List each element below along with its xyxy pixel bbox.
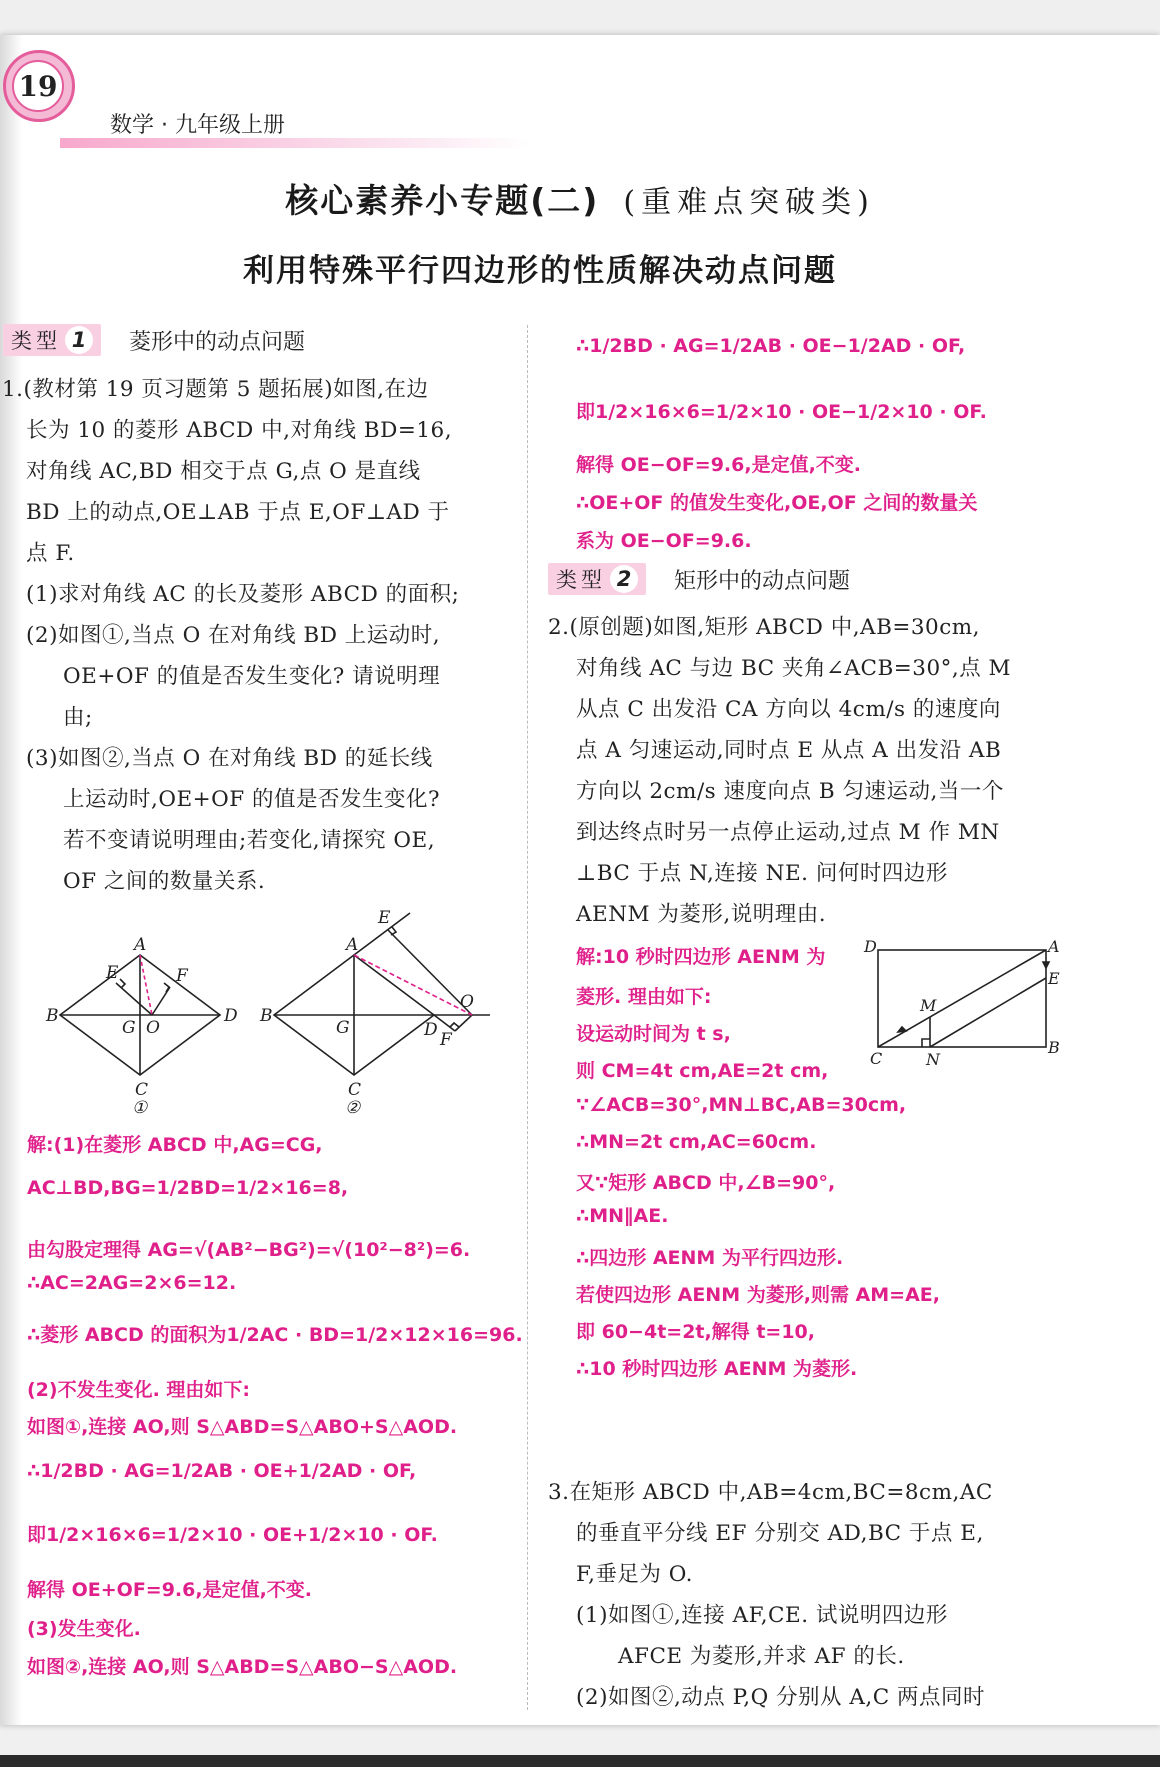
fig2-label-e: E: [378, 908, 391, 928]
solution-line: 系为 OE−OF=9.6.: [576, 530, 752, 552]
figure-1-labels: [45, 935, 238, 1100]
type1-number: 1: [65, 326, 93, 354]
solution-line: 菱形. 理由如下:: [576, 986, 712, 1008]
question-2-line: 2.(原创题)如图,矩形 ABCD 中,AB=30cm,: [548, 615, 981, 640]
question-3-line: (1)如图①,连接 AF,CE. 试说明四边形: [576, 1603, 948, 1628]
page-number-circle: [12, 60, 64, 112]
solution-line: 解得 OE−OF=9.6,是定值,不变.: [576, 454, 862, 476]
fig2-right-angle-f: [450, 1023, 459, 1027]
solution-line: 解:(1)在菱形 ABCD 中,AG=CG,: [27, 1134, 323, 1156]
q2-label-n: N: [926, 1050, 940, 1069]
question-1-line: BD 上的动点,OE⊥AB 于点 E,OF⊥AD 于: [26, 500, 450, 525]
solution-line: ∴10 秒时四边形 AENM 为菱形.: [576, 1358, 858, 1380]
solution-line: 由勾股定理得 AG=√(AB²−BG²)=√(10²−8²)=6.: [27, 1239, 471, 1261]
question-1-line: 由;: [63, 705, 93, 730]
fig1-label-g: G: [122, 1018, 136, 1038]
solution-line: ∴菱形 ABCD 的面积为1/2AC · BD=1/2×12×16=96.: [27, 1324, 523, 1346]
q2-diagonal-ca: [878, 950, 1046, 1047]
section-title-main: 核心素养小专题(二): [285, 181, 600, 220]
fig1-label-b: B: [46, 1006, 59, 1026]
type2-title: 矩形中的动点问题: [674, 568, 851, 594]
fig2-caption: ②: [345, 1098, 361, 1118]
solution-line: 设运动时间为 t s,: [576, 1023, 731, 1045]
question-2-line: 点 A 匀速运动,同时点 E 从点 A 出发沿 AB: [576, 738, 1002, 763]
fig1-label-c: C: [135, 1080, 149, 1100]
type2-tag: [548, 562, 850, 596]
figure-2-labels: [259, 908, 474, 1100]
section-title-sub: (重难点突破类): [623, 185, 875, 220]
q2-right-angle-n: [922, 1039, 930, 1047]
type1-badge: [3, 324, 101, 356]
question-1-line: 上运动时,OE+OF 的值是否发生变化?: [63, 787, 441, 812]
fig1-caption: ①: [132, 1098, 148, 1118]
fig2-label-o: O: [460, 992, 474, 1012]
question-3-line: (2)如图②,动点 P,Q 分别从 A,C 两点同时: [576, 1685, 986, 1710]
solution-line: ∵∠ACB=30°,MN⊥BC,AB=30cm,: [576, 1094, 907, 1116]
solution-line: ∴OE+OF 的值发生变化,OE,OF 之间的数量关: [576, 492, 978, 514]
fig2-label-d: D: [424, 1020, 438, 1040]
question-3-line: F,垂足为 O.: [576, 1562, 693, 1587]
fig2-of: [455, 1015, 472, 1031]
question-1-line: 点 F.: [26, 541, 75, 566]
q2-line-ne: [930, 978, 1046, 1047]
solution-line: 如图②,连接 AO,则 S△ABD=S△ABO−S△AOD.: [27, 1656, 458, 1678]
column-divider: [527, 325, 528, 1710]
book-title: 数学 · 九年级上册: [110, 113, 285, 138]
solution-line: 若使四边形 AENM 为菱形,则需 AM=AE,: [576, 1284, 940, 1306]
fig1-label-e: E: [106, 963, 119, 983]
q2-label-d: D: [864, 938, 877, 956]
solution-line: 又∵矩形 ABCD 中,∠B=90°,: [576, 1172, 836, 1194]
type2-number: 2: [610, 565, 638, 593]
solution-line: AC⊥BD,BG=1/2BD=1/2×16=8,: [27, 1177, 349, 1199]
question-1-line: 长为 10 的菱形 ABCD 中,对角线 BD=16,: [26, 418, 453, 443]
question-2-line: 从点 C 出发沿 CA 方向以 4cm/s 的速度向: [576, 697, 1001, 722]
figure-2: [274, 913, 490, 1075]
solution-line: ∴1/2BD · AG=1/2AB · OE+1/2AD · OF,: [27, 1460, 417, 1482]
question-1-line: 对角线 AC,BD 相交于点 G,点 O 是直线: [26, 459, 421, 484]
fig1-label-d: D: [224, 1006, 238, 1026]
figure-1: [60, 955, 220, 1075]
fig2-label-b: B: [260, 1006, 273, 1026]
question-2-line: 对角线 AC 与边 BC 夹角∠ACB=30°,点 M: [576, 656, 1012, 681]
solution-line: 则 CM=4t cm,AE=2t cm,: [576, 1060, 829, 1082]
question-2-line: ⊥BC 于点 N,连接 NE. 问何时四边形: [576, 861, 948, 886]
question-1-line: OE+OF 的值是否发生变化? 请说明理: [63, 664, 441, 689]
solution-line: ∴MN∥AE.: [576, 1205, 669, 1227]
type2-label: 类型: [556, 568, 606, 592]
question-1-line: 若不变请说明理由;若变化,请探究 OE,: [63, 828, 436, 853]
question-1-line: OF 之间的数量关系.: [63, 869, 266, 894]
q2-arrow-m: [898, 1027, 906, 1032]
question-2-line: 到达终点时另一点停止运动,过点 M 作 MN: [576, 820, 1000, 845]
q2-label-b: B: [1048, 1038, 1060, 1057]
fig2-label-g: G: [336, 1018, 350, 1038]
question-3-line: 的垂直平分线 EF 分别交 AD,BC 于点 E,: [576, 1521, 984, 1546]
question-1-line: 1.(教材第 19 页习题第 5 题拓展)如图,在边: [2, 377, 429, 402]
type1-tag: [3, 323, 305, 357]
fig2-label-c: C: [348, 1080, 362, 1100]
type1-label: 类型: [11, 329, 61, 353]
type1-title: 菱形中的动点问题: [129, 329, 306, 355]
solution-line: 即 60−4t=2t,解得 t=10,: [576, 1321, 815, 1343]
solution-line: 解:10 秒时四边形 AENM 为: [576, 946, 826, 968]
solution-line: ∴1/2BD · AG=1/2AB · OE−1/2AD · OF,: [576, 335, 966, 357]
section-title: [0, 175, 1160, 222]
q2-label-c: C: [870, 1049, 883, 1068]
top-margin: [0, 0, 1160, 35]
fig2-label-f: F: [440, 1030, 452, 1050]
question-1-line: (3)如图②,当点 O 在对角线 BD 的延长线: [26, 746, 433, 771]
q2-label-a: A: [1048, 938, 1060, 956]
question-1-line: (1)求对角线 AC 的长及菱形 ABCD 的面积;: [26, 582, 460, 607]
solution-line: 解得 OE+OF=9.6,是定值,不变.: [27, 1579, 313, 1601]
fig2-ao: [354, 955, 472, 1015]
question-2-line: AENM 为菱形,说明理由.: [576, 902, 827, 927]
solution-line: ∴四边形 AENM 为平行四边形.: [576, 1247, 844, 1269]
page-number: 19: [18, 69, 58, 103]
question-1-figures: [40, 905, 520, 1120]
solution-line: (3)发生变化.: [27, 1618, 141, 1640]
solution-line: ∴MN=2t cm,AC=60cm.: [576, 1131, 817, 1153]
question-2-line: 方向以 2cm/s 速度向点 B 匀速运动,当一个: [576, 779, 1004, 804]
bottom-bar: [0, 1755, 1160, 1767]
solution-line: 如图①,连接 AO,则 S△ABD=S△ABO+S△AOD.: [27, 1416, 458, 1438]
question-3-line: AFCE 为菱形,并求 AF 的长.: [618, 1644, 905, 1669]
fig1-label-o: O: [146, 1018, 160, 1038]
question-1-line: (2)如图①,当点 O 在对角线 BD 上运动时,: [26, 623, 441, 648]
solution-line: (2)不发生变化. 理由如下:: [27, 1379, 251, 1401]
fig2-label-a: A: [346, 935, 359, 955]
q2-arrow-e: [1043, 962, 1049, 968]
q2-label-m: M: [920, 996, 937, 1015]
type2-badge: [548, 563, 646, 595]
solution-line: ∴AC=2AG=2×6=12.: [27, 1272, 237, 1294]
question-2-figure: [862, 938, 1062, 1070]
solution-line: 即1/2×16×6=1/2×10 · OE−1/2×10 · OF.: [576, 401, 987, 423]
question-3-line: 3.在矩形 ABCD 中,AB=4cm,BC=8cm,AC: [548, 1480, 993, 1505]
q2-label-e: E: [1048, 969, 1060, 988]
topic-title: 利用特殊平行四边形的性质解决动点问题: [243, 253, 837, 289]
solution-line: 即1/2×16×6=1/2×10 · OE+1/2×10 · OF.: [27, 1524, 438, 1546]
fig1-label-a: A: [134, 935, 147, 955]
fig1-label-f: F: [176, 966, 188, 986]
fig2-right-angle-e: [391, 927, 396, 935]
header-band: [60, 138, 530, 148]
